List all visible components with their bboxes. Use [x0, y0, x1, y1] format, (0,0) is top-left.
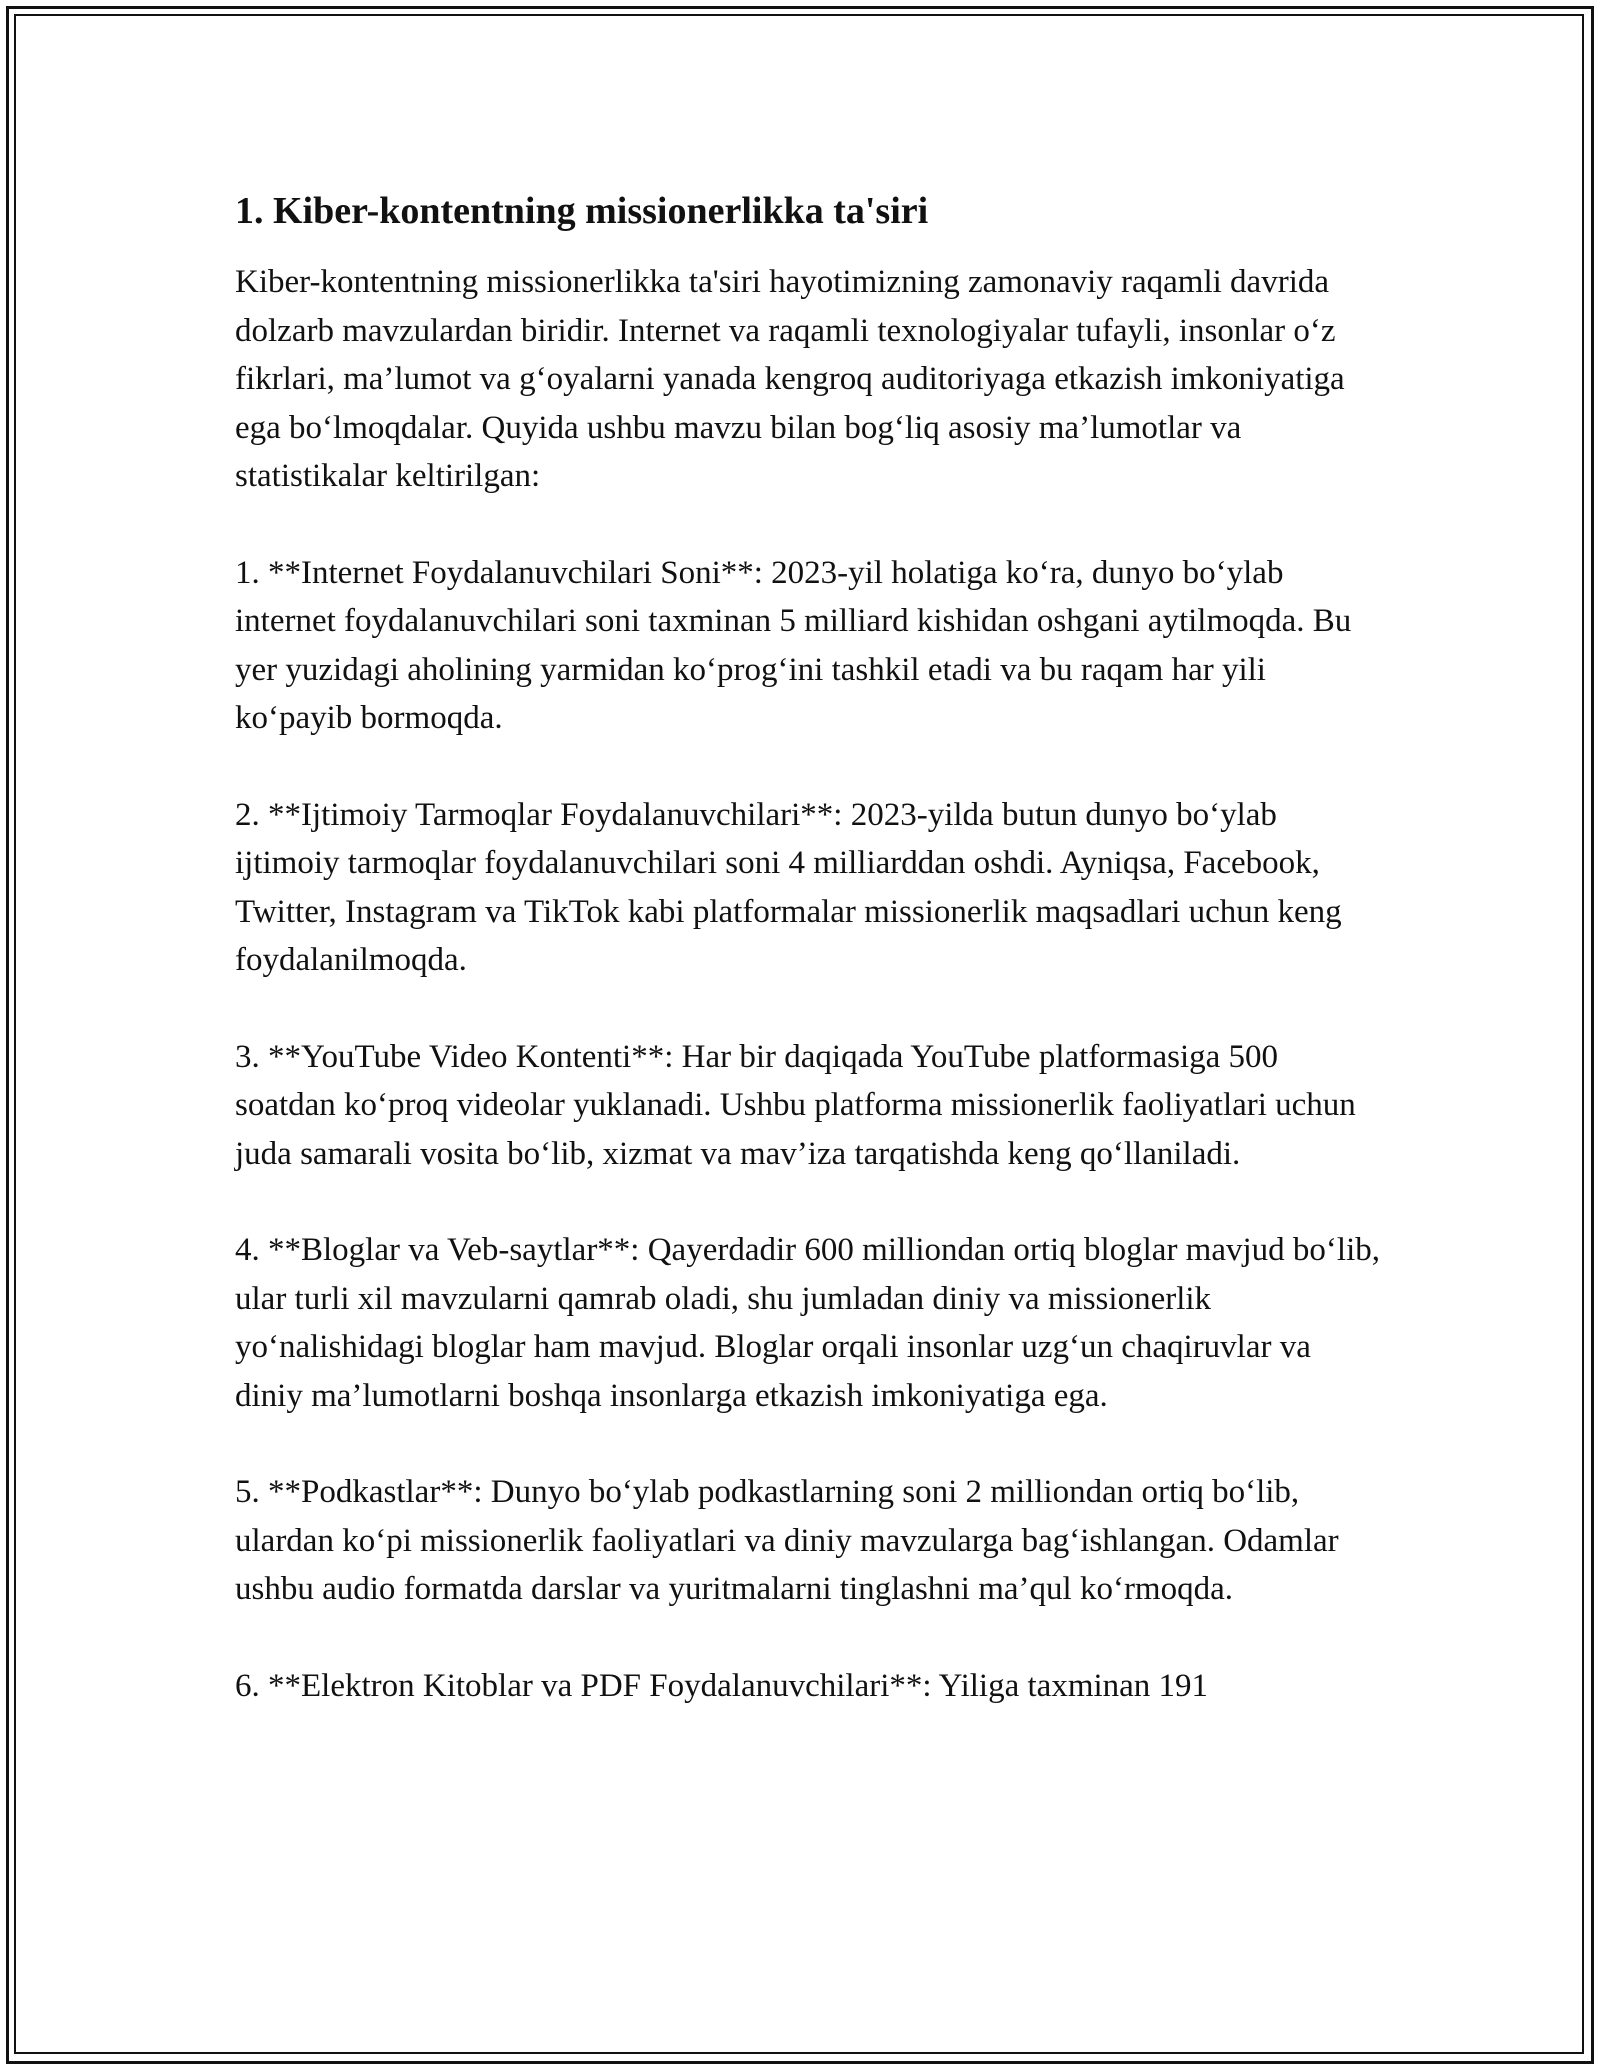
- intro-paragraph: Kiber-kontentning missionerlikka ta'siri hayotimizning zamonaviy raqamli davrida dolzarb mavzulardan biridir. Internet va raqamli texnologiyalar tufayli, insonlar o‘z fikrlari, ma’lumot va g‘oyalarni yanada kengroq auditoriyaga etkazish imkoniyatiga ega bo‘lmoqdalar. Quyida ushbu mavzu bilan bog‘liq asosiy ma’lumotlar va statistikalar keltirilgan:: [235, 264, 1345, 494]
- list-item-internet-users: 1. **Internet Foydalanuvchilari Soni**: 2023-yil holatiga ko‘ra, dunyo bo‘ylab internet foydalanuvchilari soni taxminan 5 milliard kishidan oshgani aytilmoqda. Bu yer yuzidagi aholining yarmidan ko‘prog‘ini tashkil etadi va bu raqam har yili ko‘payib bormoqda.: [235, 554, 1352, 736]
- list-item-youtube: 3. **YouTube Video Kontenti**: Har bir daqiqada YouTube platformasiga 500 soatdan ko‘proq videolar yuklanadi. Ushbu platforma missionerlik faoliyatlari uchun juda samarali vosita bo‘lib, xizmat va mav’iza tarqatishda keng qo‘llaniladi.: [235, 1038, 1356, 1172]
- document-body: [235, 186, 1385, 1710]
- list-item-social-networks: 2. **Ijtimoiy Tarmoqlar Foydalanuvchilari**: 2023-yilda butun dunyo bo‘ylab ijtimoiy tarmoqlar foydalanuvchilari soni 4 milliarddan oshdi. Ayniqsa, Facebook, Twitter, Instagram va TikTok kabi platformalar missionerlik maqsadlari uchun keng foydalanilmoqda.: [235, 796, 1342, 978]
- list-item-blogs: 4. **Bloglar va Veb-saytlar**: Qayerdadir 600 milliondan ortiq bloglar mavjud bo‘lib, ular turli xil mavzularni qamrab oladi, shu jumladan diniy va missionerlik yo‘nalishidagi bloglar ham mavjud. Bloglar orqali insonlar uzg‘un chaqiruvlar va diniy ma’lumotlarni boshqa insonlarga etkazish imkoniyatiga ega.: [235, 1232, 1380, 1414]
- section-heading: 1. Kiber-kontentning missionerlikka ta'siri: [235, 190, 929, 232]
- list-item-podcasts: 5. **Podkastlar**: Dunyo bo‘ylab podkastlarning soni 2 milliondan ortiq bo‘lib, ulardan ko‘pi missionerlik faoliyatlari va diniy mavzularga bag‘ishlangan. Odamlar ushbu audio formatda darslar va yuritmalarni tinglashni ma’qul ko‘rmoqda.: [235, 1474, 1339, 1607]
- list-item-ebooks: 6. **Elektron Kitoblar va PDF Foydalanuvchilari**: Yiliga taxminan 191: [235, 1667, 1209, 1704]
